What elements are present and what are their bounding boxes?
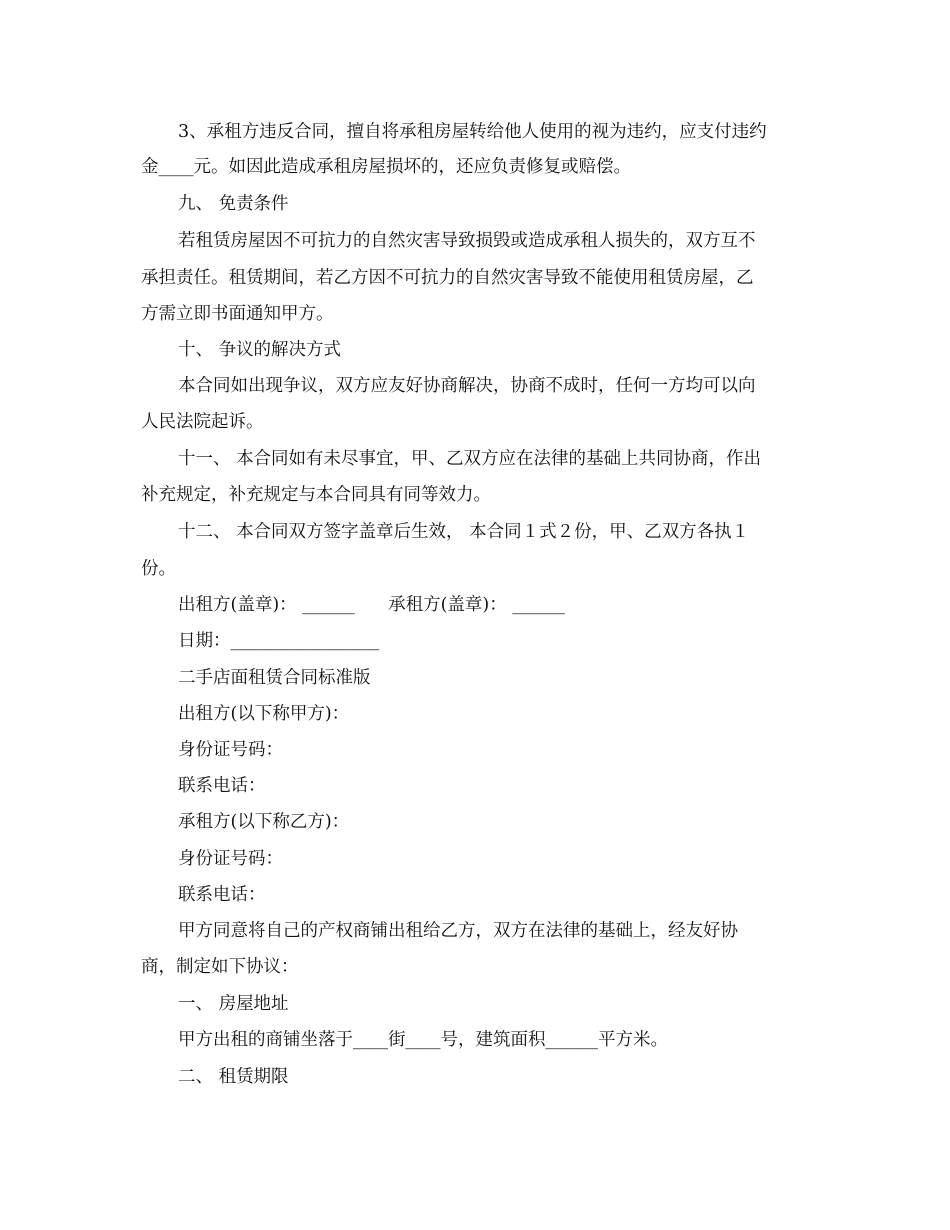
lessee-label: 承租方(以下称乙方)：: [178, 812, 350, 832]
lessor-label: 出租方(以下称甲方)：: [178, 704, 350, 724]
clause-3-line-2: 金____元。如因此造成承租房屋损坏的，还应负责修复或赔偿。: [141, 157, 631, 177]
section-11-line-2: 补充规定，补充规定与本合同具有同等效力。: [141, 485, 491, 505]
agreement-intro-line-2: 商，制定如下协议：: [141, 957, 299, 977]
section-9-line-3: 方需立即书面通知甲方。: [141, 304, 334, 324]
lessor-id-label: 身份证号码：: [178, 740, 283, 760]
signature-line: 出租方(盖章)： ______ 承租方(盖章)： ______: [178, 595, 565, 615]
lessee-phone-label: 联系电话：: [178, 885, 266, 905]
section-12-line-2: 份。: [141, 559, 176, 579]
clause-3-line-1: 3、承租方违反合同，擅自将承租房屋转给他人使用的视为违约，应支付违约: [178, 122, 767, 142]
section-9-heading: 九、 免责条件: [178, 194, 289, 214]
date-line: 日期：_________________: [178, 631, 380, 651]
section-10-heading: 十、 争议的解决方式: [178, 340, 342, 360]
lessor-phone-label: 联系电话：: [178, 776, 266, 796]
section-11-line-1: 十一、 本合同如有未尽事宜，甲、乙双方应在法律的基础上共同协商，作出: [178, 449, 762, 469]
section-9-line-2: 承担责任。租赁期间，若乙方因不可抗力的自然灾害导致不能使用租赁房屋，乙: [141, 268, 754, 288]
lessee-id-label: 身份证号码：: [178, 849, 283, 869]
agreement-intro-line-1: 甲方同意将自己的产权商铺出租给乙方，双方在法律的基础上，经友好协: [178, 921, 738, 941]
section-2-heading: 二、 租赁期限: [178, 1067, 289, 1087]
section-12-line-1: 十二、 本合同双方签字盖章后生效， 本合同１式２份，甲、乙双方各执１: [178, 522, 750, 542]
section-10-line-2: 人民法院起诉。: [141, 412, 264, 432]
section-9-line-1: 若租赁房屋因不可抗力的自然灾害导致损毁或造成承租人损失的，双方互不: [178, 231, 756, 251]
contract-title: 二手店面租赁合同标准版: [178, 668, 371, 688]
section-10-line-1: 本合同如出现争议，双方应友好协商解决，协商不成时，任何一方均可以向: [178, 376, 756, 396]
section-1-heading: 一、 房屋地址: [178, 994, 289, 1014]
section-1-line-1: 甲方出租的商铺坐落于____街____号，建筑面积______平方米。: [178, 1030, 668, 1050]
